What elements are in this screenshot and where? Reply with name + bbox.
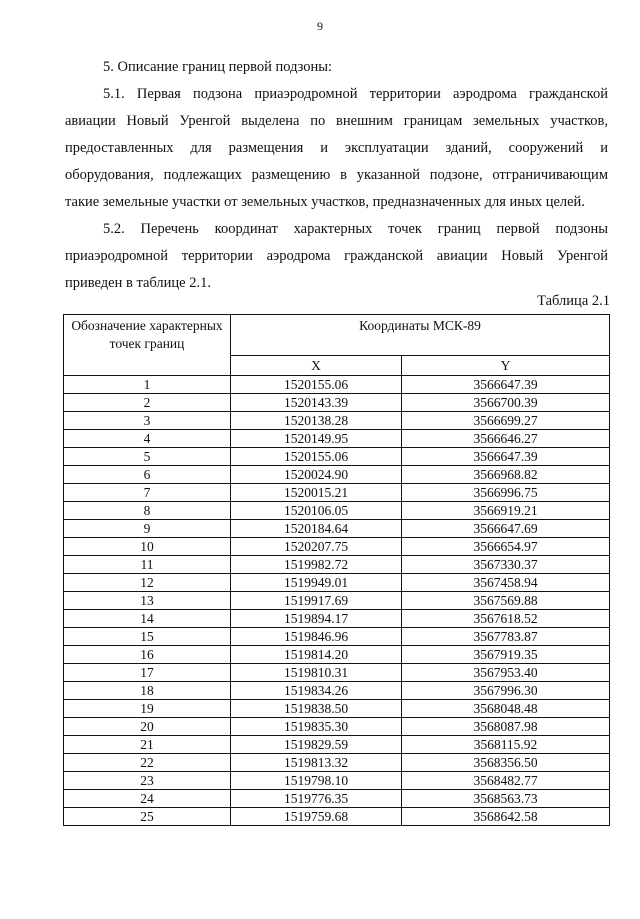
point-number-cell: 14 <box>64 610 231 628</box>
table-row <box>64 430 610 448</box>
y-coordinate-cell: 3566654.97 <box>402 538 610 556</box>
y-coordinate-cell: 3566699.27 <box>402 412 610 430</box>
paragraph-5-1-line: такие земельные участки от земельных участков, предназначенных для иных целей. <box>65 194 585 210</box>
point-number-cell: 16 <box>64 646 231 664</box>
table-row <box>64 700 610 718</box>
paragraph-5-1-line: предоставленных для размещения и эксплуатации зданий, сооружений и <box>65 140 608 156</box>
table-row <box>64 628 610 646</box>
y-coordinate-cell: 3567953.40 <box>402 664 610 682</box>
point-number-cell: 1 <box>64 376 231 394</box>
table-row <box>64 646 610 664</box>
point-number-cell: 22 <box>64 754 231 772</box>
y-coordinate-cell: 3566646.27 <box>402 430 610 448</box>
point-number-cell: 18 <box>64 682 231 700</box>
paragraph-5-1-line: авиации Новый Уренгой выделена по внешним границам земельных участков, <box>65 113 608 129</box>
point-number-cell: 17 <box>64 664 231 682</box>
y-coordinate-cell: 3567783.87 <box>402 628 610 646</box>
point-number-cell: 24 <box>64 790 231 808</box>
x-coordinate-cell: 1519810.31 <box>231 664 402 682</box>
table-row <box>64 808 610 826</box>
x-coordinate-cell: 1519846.96 <box>231 628 402 646</box>
x-coordinate-cell: 1519917.69 <box>231 592 402 610</box>
table-row <box>64 556 610 574</box>
table-row <box>64 610 610 628</box>
x-coordinate-cell: 1520143.39 <box>231 394 402 412</box>
x-coordinate-cell: 1519813.32 <box>231 754 402 772</box>
y-coordinate-cell: 3568048.48 <box>402 700 610 718</box>
table-row <box>64 394 610 412</box>
x-coordinate-cell: 1519838.50 <box>231 700 402 718</box>
section-heading-block <box>65 54 608 81</box>
header-y: Y <box>402 356 610 376</box>
x-coordinate-cell: 1519776.35 <box>231 790 402 808</box>
x-coordinate-cell: 1520015.21 <box>231 484 402 502</box>
table-row <box>64 538 610 556</box>
x-coordinate-cell: 1519894.17 <box>231 610 402 628</box>
table-row <box>64 664 610 682</box>
x-coordinate-cell: 1519798.10 <box>231 772 402 790</box>
point-number-cell: 25 <box>64 808 231 826</box>
paragraph-5-2-line: приведен в таблице 2.1. <box>65 275 211 291</box>
page-number: 9 <box>317 19 323 33</box>
y-coordinate-cell: 3566647.39 <box>402 376 610 394</box>
x-coordinate-cell: 1519829.59 <box>231 736 402 754</box>
point-number-cell: 12 <box>64 574 231 592</box>
header-x: X <box>231 356 402 376</box>
x-coordinate-cell: 1519949.01 <box>231 574 402 592</box>
point-number-cell: 5 <box>64 448 231 466</box>
paragraph-5-2-line: приаэродромной территории аэродрома гражданской авиации Новый Уренгой <box>65 248 608 264</box>
y-coordinate-cell: 3568087.98 <box>402 718 610 736</box>
point-number-cell: 21 <box>64 736 231 754</box>
point-number-cell: 20 <box>64 718 231 736</box>
point-number-cell: 7 <box>64 484 231 502</box>
y-coordinate-cell: 3566996.75 <box>402 484 610 502</box>
paragraph-5-1-line: 5.1. Первая подзона приаэродромной территории аэродрома гражданской <box>103 86 608 102</box>
x-coordinate-cell: 1519982.72 <box>231 556 402 574</box>
y-coordinate-cell: 3566919.21 <box>402 502 610 520</box>
x-coordinate-cell: 1520106.05 <box>231 502 402 520</box>
y-coordinate-cell: 3566647.69 <box>402 520 610 538</box>
y-coordinate-cell: 3567618.52 <box>402 610 610 628</box>
table-row <box>64 790 610 808</box>
y-coordinate-cell: 3568482.77 <box>402 772 610 790</box>
coordinates-table <box>63 314 610 826</box>
y-coordinate-cell: 3567458.94 <box>402 574 610 592</box>
table-row <box>64 412 610 430</box>
y-coordinate-cell: 3568356.50 <box>402 754 610 772</box>
x-coordinate-cell: 1520155.06 <box>231 448 402 466</box>
y-coordinate-cell: 3567919.35 <box>402 646 610 664</box>
y-coordinate-cell: 3566700.39 <box>402 394 610 412</box>
table-row <box>64 520 610 538</box>
table-row <box>64 502 610 520</box>
table-row <box>64 736 610 754</box>
point-number-cell: 2 <box>64 394 231 412</box>
table-row <box>64 484 610 502</box>
paragraph-5-1-line: оборудования, подлежащих размещению в указанной подзоне, отграничивающим <box>65 167 608 183</box>
table-row <box>64 466 610 484</box>
x-coordinate-cell: 1520184.64 <box>231 520 402 538</box>
point-number-cell: 13 <box>64 592 231 610</box>
point-number-cell: 9 <box>64 520 231 538</box>
point-number-cell: 11 <box>64 556 231 574</box>
x-coordinate-cell: 1520138.28 <box>231 412 402 430</box>
y-coordinate-cell: 3568563.73 <box>402 790 610 808</box>
table-row <box>64 772 610 790</box>
header-coordinates: Координаты МСК-89 <box>231 315 610 356</box>
point-number-cell: 10 <box>64 538 231 556</box>
x-coordinate-cell: 1520207.75 <box>231 538 402 556</box>
paragraph-5-2-line: 5.2. Перечень координат характерных точек границ первой подзоны <box>103 221 608 237</box>
y-coordinate-cell: 3567996.30 <box>402 682 610 700</box>
point-number-cell: 3 <box>64 412 231 430</box>
y-coordinate-cell: 3568115.92 <box>402 736 610 754</box>
x-coordinate-cell: 1519835.30 <box>231 718 402 736</box>
y-coordinate-cell: 3566968.82 <box>402 466 610 484</box>
table-row <box>64 448 610 466</box>
point-number-cell: 4 <box>64 430 231 448</box>
section-title: 5. Описание границ первой подзоны: <box>103 59 333 75</box>
table-row <box>64 592 610 610</box>
x-coordinate-cell: 1520155.06 <box>231 376 402 394</box>
paragraph-5-2 <box>65 216 608 297</box>
point-number-cell: 6 <box>64 466 231 484</box>
table-body <box>64 376 610 826</box>
x-coordinate-cell: 1520024.90 <box>231 466 402 484</box>
y-coordinate-cell: 3567330.37 <box>402 556 610 574</box>
table-row <box>64 754 610 772</box>
paragraph-5-1 <box>65 81 608 216</box>
table-row <box>64 718 610 736</box>
y-coordinate-cell: 3566647.39 <box>402 448 610 466</box>
y-coordinate-cell: 3568642.58 <box>402 808 610 826</box>
table-row <box>64 682 610 700</box>
header-point-designation: Обозначение характерных точек границ <box>64 315 231 376</box>
table-caption: Таблица 2.1 <box>537 293 610 309</box>
point-number-cell: 19 <box>64 700 231 718</box>
point-number-cell: 15 <box>64 628 231 646</box>
table-row <box>64 574 610 592</box>
x-coordinate-cell: 1519759.68 <box>231 808 402 826</box>
y-coordinate-cell: 3567569.88 <box>402 592 610 610</box>
x-coordinate-cell: 1519814.20 <box>231 646 402 664</box>
x-coordinate-cell: 1520149.95 <box>231 430 402 448</box>
point-number-cell: 8 <box>64 502 231 520</box>
x-coordinate-cell: 1519834.26 <box>231 682 402 700</box>
table-row <box>64 376 610 394</box>
point-number-cell: 23 <box>64 772 231 790</box>
